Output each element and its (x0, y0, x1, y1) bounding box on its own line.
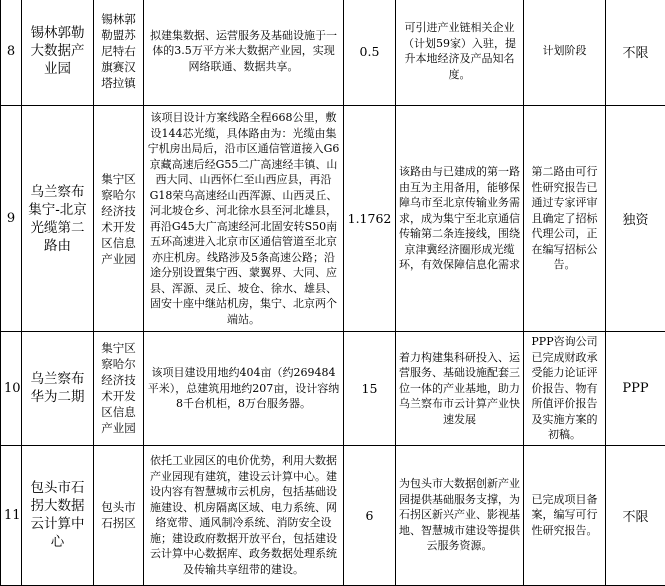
row-number: 11 (1, 445, 22, 585)
project-investment: 6 (344, 445, 396, 585)
project-location: 包头市石拐区 (94, 445, 144, 585)
project-location: 集宁区察哈尔经济技术开发区信息产业园 (94, 106, 144, 332)
project-name: 乌兰察布华为二期 (22, 332, 94, 446)
project-description: 该项目建设用地约404亩（约269484平米），总建筑用地约207亩，设计容纳8千台机柜，8万台服务器。 (144, 332, 344, 446)
project-progress: 已完成项目备案，编写可行性研究报告。 (524, 445, 606, 585)
project-investment: 1.1762 (344, 106, 396, 332)
cooperation-mode: 不限 (606, 0, 665, 106)
project-progress: 计划阶段 (524, 0, 606, 106)
project-impact: 该路由与已建成的第一路由互为主用备用，能够保障乌市至北京传输业务需求，成为集宁至北京通信传输第二条连接线，围绕京津冀经济圈形成光缆环，有效保障信息化需求 (396, 106, 524, 332)
project-progress: 第二路由可行性研究报告已通过专家评审且确定了招标代理公司，正在编写招标公告。 (524, 106, 606, 332)
cooperation-mode: 不限 (606, 445, 665, 585)
project-description: 拟建集数据、运营服务及基础设施于一体的3.5万平方米大数据产业园，实现网络联通、数据共享。 (144, 0, 344, 106)
project-description: 该项目设计方案线路全程668公里，敷设144芯光缆，具体路由为：光缆由集宁机房出局后，沿市区通信管道接入G6京藏高速后经G55二广高速经丰镇、山西大同、山西怀仁至山西应县，再沿G18荣乌高速经山西浑源、山西灵丘、河北坡仓乡、河北徐水县至河北雄县，再沿G45大广高速经河北固安转S50南五环高速进入北京市区通信管道至北京亦庄机房。线路涉及5条高速公路；沿途分别设置集宁西、蒙翼界、大同、应县、浑源、灵丘、坡仓、徐水、雄县、固安十座中继站机房，集宁、北京两个端站。 (144, 106, 344, 332)
project-investment: 0.5 (344, 0, 396, 106)
project-impact: 为包头市大数据创新产业园提供基础服务支撑，为石拐区新兴产业、影视基地、智慧城市建设等提供云服务资源。 (396, 445, 524, 585)
table-row (1, 0, 665, 106)
project-location: 锡林郭勒盟苏尼特右旗赛汉塔拉镇 (94, 0, 144, 106)
cooperation-mode: 独资 (606, 106, 665, 332)
project-location: 集宁区察哈尔经济技术开发区信息产业园 (94, 332, 144, 446)
project-name: 锡林郭勒大数据产业园 (22, 0, 94, 106)
table-row (1, 106, 665, 332)
table-row (1, 445, 665, 585)
project-progress: PPP咨询公司已完成财政承受能力论证评价报告、物有所值评价报告及实施方案的初稿。 (524, 332, 606, 446)
project-name: 乌兰察布集宁-北京光缆第二路由 (22, 106, 94, 332)
project-investment: 15 (344, 332, 396, 446)
row-number: 9 (1, 106, 22, 332)
row-number: 10 (1, 332, 22, 446)
project-description: 依托工业园区的电价优势，利用大数据产业园现有建筑，建设云计算中心。建设内容有智慧城市云机房，包括基础设施建设、机房隔离区域、电力系统、网络宽带、通风制冷系统、消防安全设施；建设政府数据开放平台，包括建设云计算中心数据库、政务数据处理系统及传输共享纽带的建设。 (144, 445, 344, 585)
project-impact: 着力构建集科研投入、运营服务、基础设施配套三位一体的产业基地，助力乌兰察布市云计算产业快速发展 (396, 332, 524, 446)
project-name: 包头市石拐大数据云计算中心 (22, 445, 94, 585)
project-impact: 可引进产业链相关企业（计划59家）入驻，提升本地经济及产品知名度。 (396, 0, 524, 106)
table-row (1, 332, 665, 446)
cooperation-mode: PPP (606, 332, 665, 446)
row-number: 8 (1, 0, 22, 106)
